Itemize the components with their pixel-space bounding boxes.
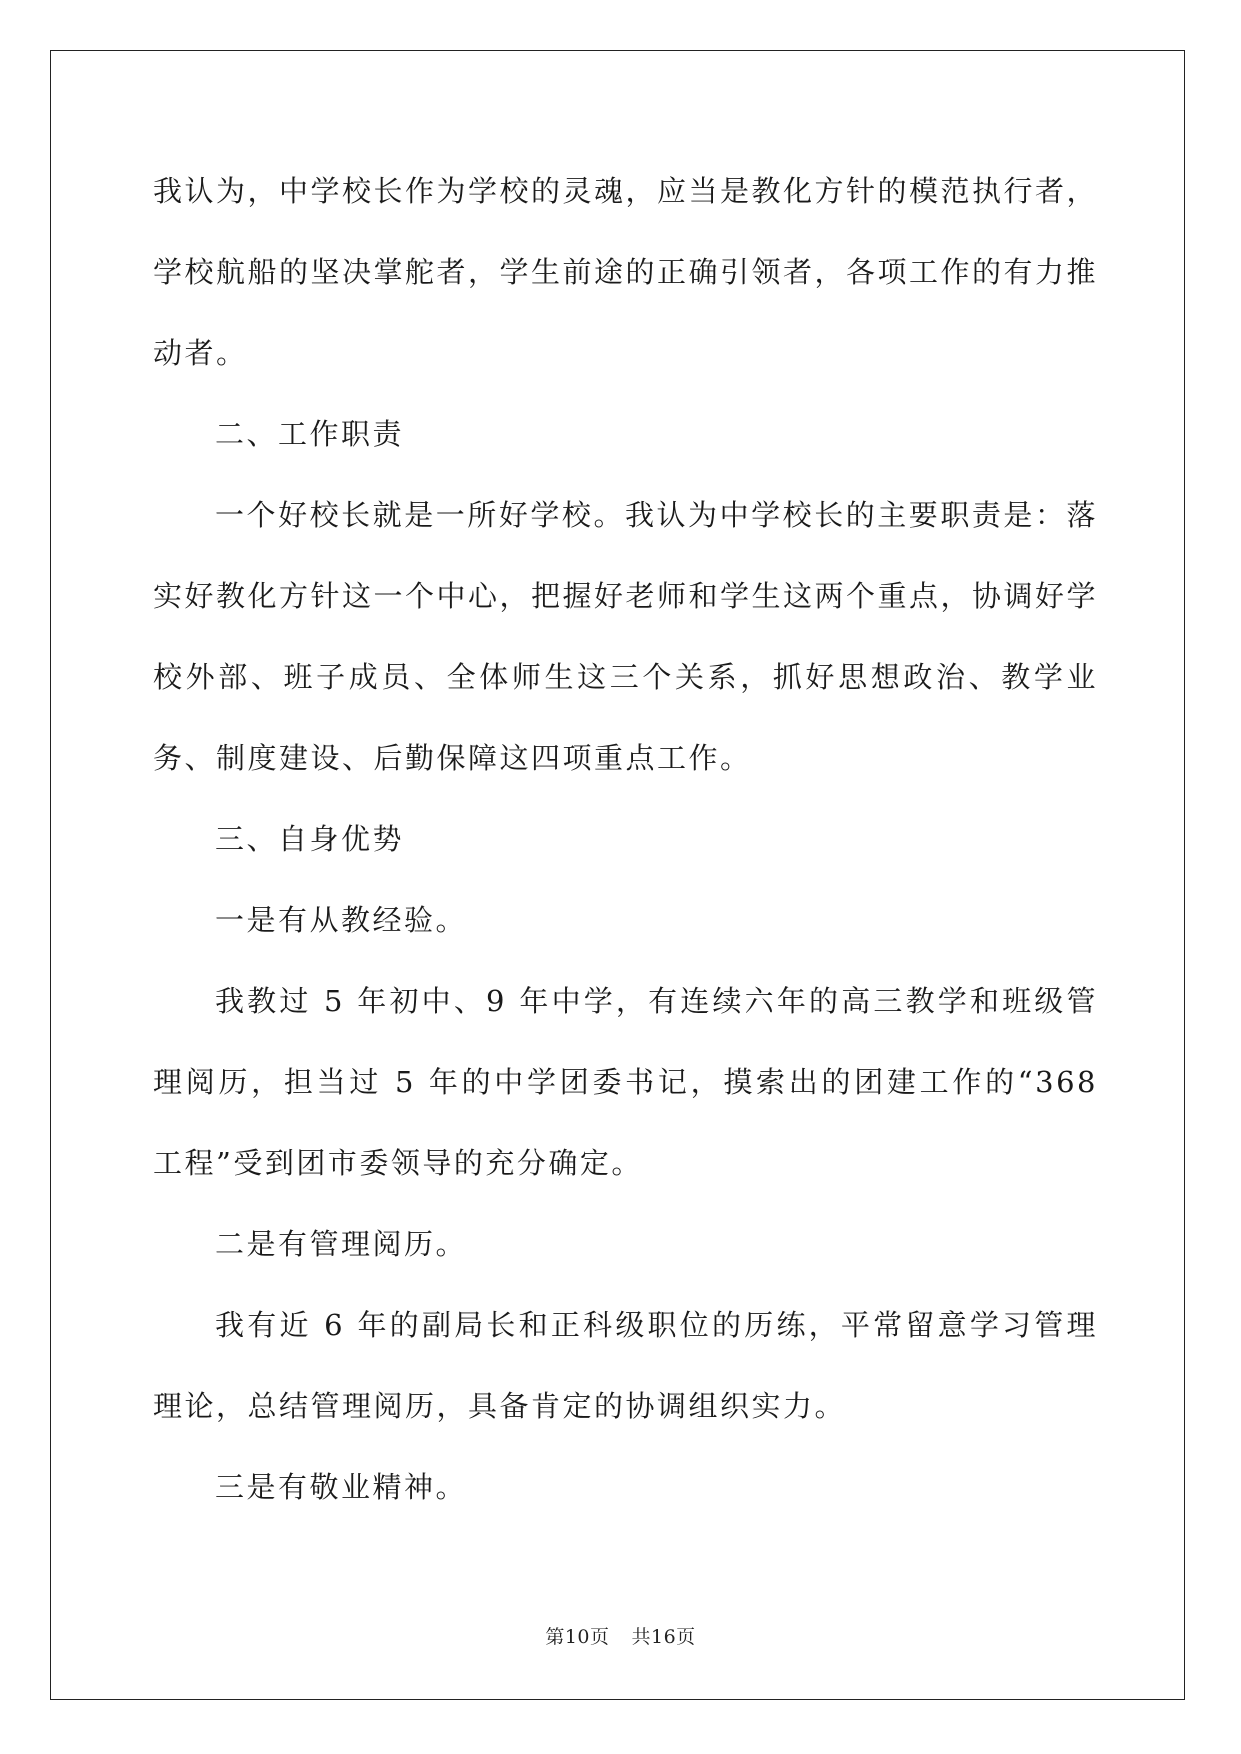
paragraph-1: 我认为，中学校长作为学校的灵魂，应当是教化方针的模范执行者，学校航船的坚决掌舵者，学生前途的正确引领者，各项工作的有力推动者。 (153, 174, 1099, 370)
section-heading-advantages: 三、自身优势 (215, 822, 405, 856)
paragraph-management-experience: 我有近 6 年的副局长和正科级职位的历练，平常留意学习管理理论，总结管理阅历，具备肯定的协调组织实力。 (153, 1308, 1098, 1423)
subheading-teaching-experience: 一是有从教经验。 (215, 903, 468, 937)
paragraph-list (153, 151, 1098, 1528)
page-number-total: 共16页 (631, 1626, 696, 1648)
paragraph-duties: 一个好校长就是一所好学校。我认为中学校长的主要职责是：落实好教化方针这一个中心，把握好老师和学生这两个重点，协调好学校外部、班子成员、全体师生这三个关系，抓好思想政治、教学业务、制度建设、后勤保障这四项重点工作。 (153, 498, 1099, 775)
page-number-current: 第10页 (545, 1626, 610, 1648)
section-heading-duties: 二、工作职责 (215, 417, 405, 451)
subheading-management-experience: 二是有管理阅历。 (215, 1227, 468, 1261)
paragraph-teaching-experience: 我教过 5 年初中、9 年中学，有连续六年的高三教学和班级管理阅历，担当过 5 年的中学团委书记，摸索出的团建工作的“368 工程”受到团市委领导的充分确定。 (153, 984, 1098, 1180)
subheading-dedication: 三是有敬业精神。 (215, 1470, 468, 1504)
page-footer (0, 1622, 1241, 1649)
